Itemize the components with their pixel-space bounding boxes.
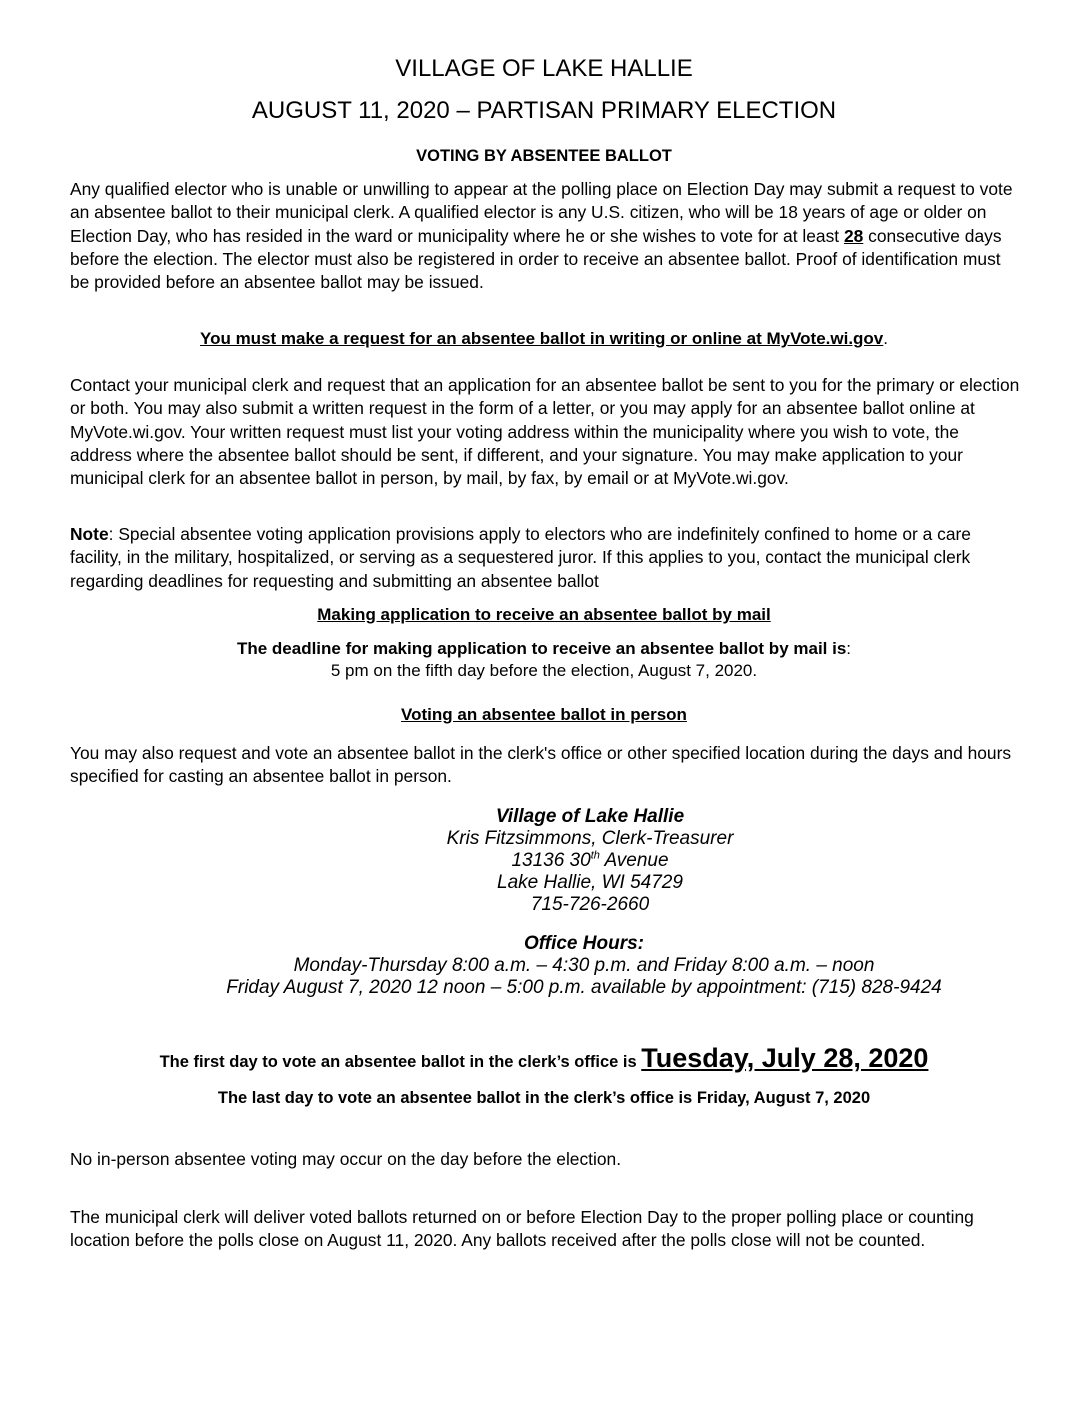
office-hours-block (0, 933, 1088, 999)
street-number: 13136 30 (511, 850, 591, 871)
intro-part2: consecutive days before the election. The elector must also be registered in order to receive an absentee ballot. Proof of identification must be provided before an absentee ballot may be issued. (70, 225, 1002, 293)
city-state-zip: Lake Hallie, WI 54729 (497, 872, 683, 893)
note-paragraph (70, 523, 1020, 593)
street-suffix: th (590, 849, 600, 862)
request-notice-period: . (883, 329, 888, 348)
mail-deadline-label: The deadline for making application to receive an absentee ballot by mail is (236, 639, 847, 658)
request-notice (0, 328, 1088, 350)
note-text: : Special absentee voting application provisions apply to electors who are indefinitely confined to home or a care facility, in the military, hospitalized, or serving as a sequestered juror. If this applies to you, contact the municipal clerk regarding deadlines for requesting and submitting an absentee ballot (70, 524, 971, 591)
note-label: Note (70, 524, 109, 544)
residency-days: 28 (843, 225, 864, 246)
street-rest: Avenue (599, 850, 669, 871)
section-heading: VOTING BY ABSENTEE BALLOT (416, 147, 672, 165)
street-address (330, 850, 850, 872)
contact-paragraph: Contact your municipal clerk and request that an application for an absentee ballot be sent to you for the primary or election or both. You may also submit a written request in the form of a letter, or you may apply for an absentee ballot online at MyVote.wi.gov. Your written request must list your voting address within the municipality where you wish to vote, the address where the absentee ballot should be sent, if different, and your signature. You may make application to your municipal clerk for an absentee ballot in person, by mail, by fax, by email or at MyVote.wi.gov. (70, 375, 1020, 489)
page-title: VILLAGE OF LAKE HALLIE (395, 55, 693, 82)
mail-section-heading: Making application to receive an absentee ballot by mail (317, 605, 771, 624)
intro-paragraph (70, 178, 1020, 294)
mail-deadline (0, 638, 1088, 682)
first-day-date: Tuesday, July 28, 2020 (641, 1043, 929, 1073)
intro-part1: Any qualified elector who is unable or unwilling to appear at the polling place on Election Day may submit a request to vote an absentee ballot to their municipal clerk. A qualified elector is any U.S. citizen, who will be 18 years of age or older on Election Day, who has resided in the ward or municipality where he or she wishes to vote for at least (70, 179, 1013, 246)
in-person-paragraph: You may also request and vote an absentee ballot in the clerk's office or other specified location during the days and hours specified for casting an absentee ballot in person. (70, 743, 1012, 787)
office-name: Village of Lake Hallie (495, 806, 685, 827)
request-notice-text: You must make a request for an absentee ballot in writing or online at MyVote.wi.gov (200, 329, 884, 348)
office-phone: 715-726-2660 (530, 894, 650, 915)
delivery-paragraph: The municipal clerk will deliver voted ballots returned on or before Election Day to the proper polling place or counting location before the polls close on August 11, 2020. Any ballots received after the polls close will not be counted. (70, 1207, 974, 1251)
mail-deadline-colon: : (846, 639, 852, 658)
office-hours-title: Office Hours: (523, 933, 644, 954)
no-in-person-paragraph: No in-person absentee voting may occur on the day before the election. (70, 1149, 622, 1169)
mail-deadline-value: 5 pm on the fifth day before the election, August 7, 2020. (330, 661, 758, 680)
in-person-heading: Voting an absentee ballot in person (401, 705, 687, 724)
office-hours-appointment: Friday August 7, 2020 12 noon – 5:00 p.m. available by appointment: (715) 828-9424 (226, 977, 942, 998)
clerk-name: Kris Fitzsimmons, Clerk-Treasurer (446, 828, 734, 849)
last-day-notice: The last day to vote an absentee ballot in the clerk’s office is Friday, August 7, 2020 (217, 1089, 871, 1107)
first-day-notice (0, 1040, 1088, 1080)
office-address-block (330, 806, 850, 916)
election-subtitle: AUGUST 11, 2020 – PARTISAN PRIMARY ELECTION (251, 97, 837, 124)
office-hours-weekday: Monday-Thursday 8:00 a.m. – 4:30 p.m. and Friday 8:00 a.m. – noon (293, 955, 875, 976)
first-day-label: The first day to vote an absentee ballot in the clerk’s office is (159, 1053, 642, 1071)
